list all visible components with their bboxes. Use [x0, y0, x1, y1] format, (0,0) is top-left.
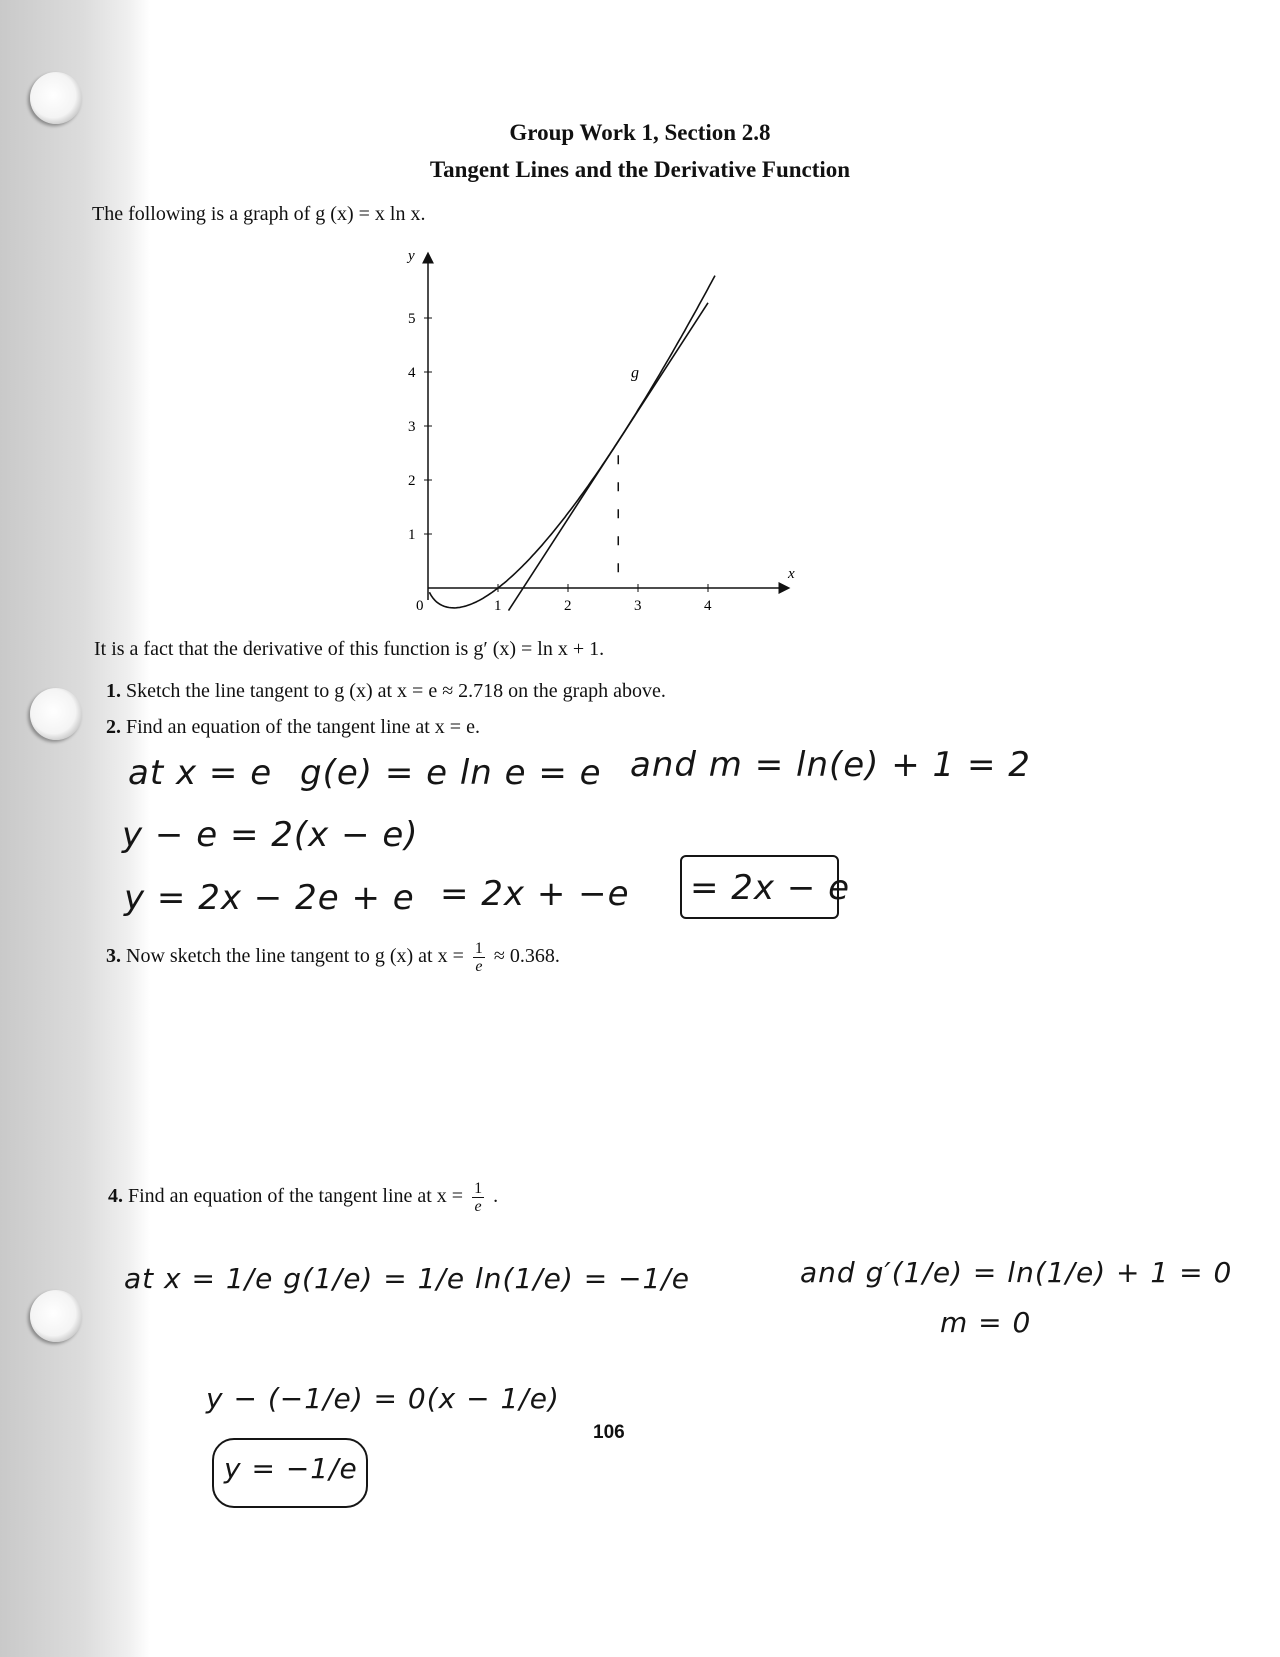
question-text-after: ≈ 0.368. [493, 945, 560, 968]
hw-q4-point-slope: y − (−1/e) = 0(x − 1/e) [206, 1382, 560, 1415]
graph [400, 240, 800, 620]
section-subtitle: Tangent Lines and the Derivative Function [429, 157, 851, 182]
question-2 [106, 716, 480, 739]
question-text: Find an equation of the tangent line at x = e. [126, 716, 480, 738]
hw-q2-simplify: = 2x + −e [440, 874, 630, 914]
question-4 [108, 1180, 498, 1215]
hw-q2-slope: and m = ln(e) + 1 = 2 [630, 745, 1031, 785]
x-tick-label: 2 [564, 598, 572, 614]
question-number: 2. [106, 716, 121, 738]
y-tick-label: 4 [408, 365, 416, 381]
hw-q2-point-slope: y − e = 2(x − e) [122, 815, 419, 855]
x-tick-label: 3 [634, 598, 642, 614]
question-number: 4. [108, 1185, 123, 1208]
binder-hole-bottom [30, 1290, 82, 1342]
question-number: 1. [106, 680, 121, 702]
y-tick-label: 1 [408, 527, 416, 543]
hw-q4-value: at x = 1/e g(1/e) = 1/e ln(1/e) = −1/e [124, 1262, 691, 1295]
tangent-line [509, 303, 709, 611]
fraction: $\frac{1}{e}$ [474, 940, 483, 975]
question-number: 3. [106, 945, 121, 968]
page-number: 106 [593, 1422, 625, 1443]
hw-q2-answer: = 2x − e [690, 868, 851, 908]
question-text: Now sketch the line tangent to g (x) at x = [126, 945, 464, 968]
section-title: Group Work 1, Section 2.8 [509, 120, 771, 145]
question-text-after: . [493, 1185, 499, 1208]
question-text: Find an equation of the tangent line at x = [128, 1185, 464, 1208]
hw-q2-value: g(e) = e ln e = e [300, 753, 602, 793]
y-tick-label: 5 [408, 311, 416, 327]
hw-q2-expand: y = 2x − 2e + e [124, 878, 415, 918]
question-1 [106, 680, 666, 703]
binder-hole-top [30, 72, 82, 124]
y-tick-label: 2 [408, 473, 416, 489]
x-tick-label: 4 [704, 598, 712, 614]
question-3 [106, 940, 560, 975]
hw-q4-m: m = 0 [940, 1306, 1032, 1339]
x-tick-label: 0 [416, 598, 424, 614]
question-text: Sketch the line tangent to g (x) at x = e ≈ 2.718 on the graph above. [126, 680, 666, 702]
hw-q2-at: at x = e [128, 753, 273, 793]
x-tick-label: 1 [494, 598, 502, 614]
curve-g [429, 276, 715, 608]
axis-label-x: x [788, 566, 795, 582]
hw-q4-slope: and g′(1/e) = ln(1/e) + 1 = 0 [800, 1256, 1233, 1289]
binder-hole-middle [30, 688, 82, 740]
intro-text: The following is a graph of g (x) = x ln x. [92, 203, 426, 225]
curve-label-g: g [631, 364, 639, 382]
fraction: $\frac{1}{e}$ [474, 1180, 483, 1215]
hw-q4-answer: y = −1/e [224, 1452, 358, 1485]
derivative-fact: It is a fact that the derivative of this function is g′ (x) = ln x + 1. [94, 638, 605, 660]
axis-label-y: y [408, 248, 415, 264]
y-tick-label: 3 [408, 419, 416, 435]
